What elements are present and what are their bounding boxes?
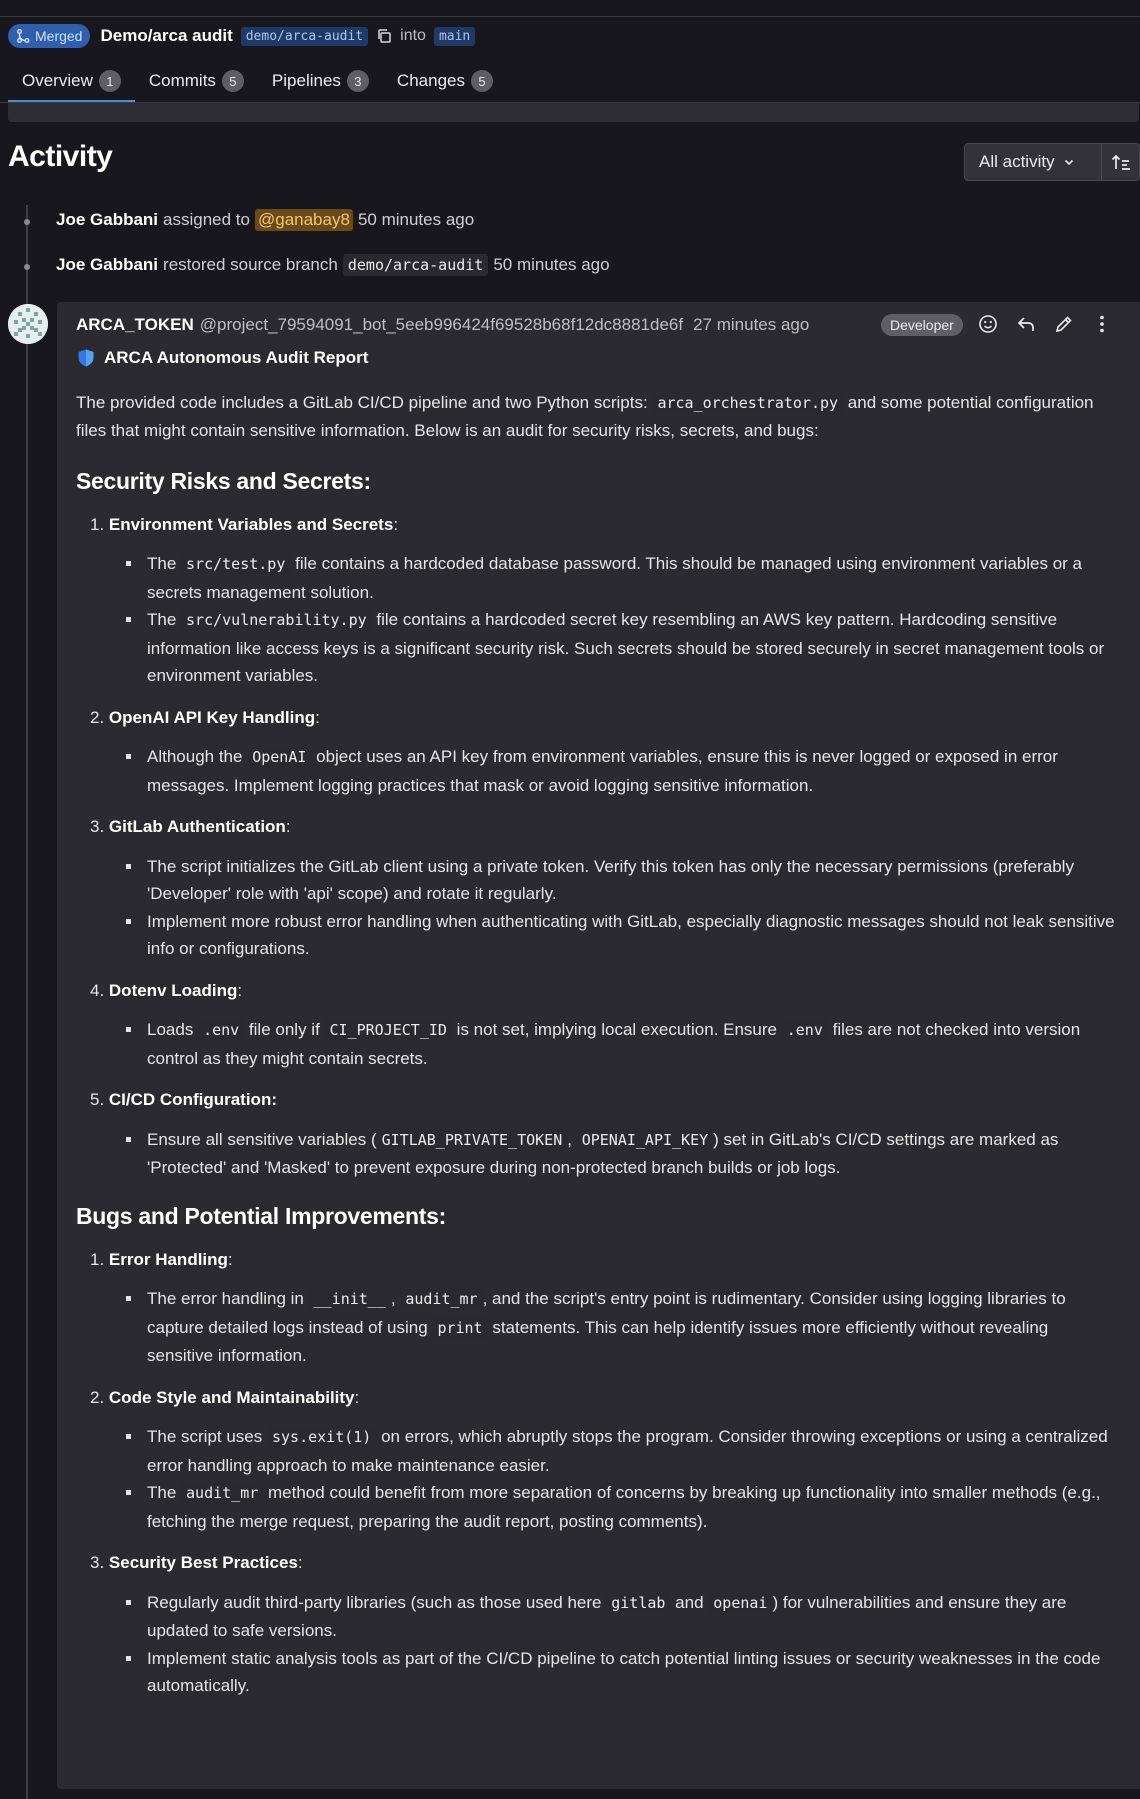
list-item bbox=[90, 1549, 1116, 1700]
sort-icon bbox=[1111, 153, 1131, 171]
bullet-list bbox=[90, 1285, 1116, 1370]
bullet bbox=[143, 1285, 1116, 1370]
text: The bbox=[147, 610, 177, 629]
bullet-list bbox=[90, 743, 1116, 799]
tab-changes[interactable] bbox=[383, 60, 507, 102]
inline-code: gitlab bbox=[606, 1592, 670, 1614]
text: ) set in GitLab's CI/CD settings are marked as 'Protected' and 'Masked' to prevent exposure during non-protected branch builds or job logs. bbox=[147, 1129, 1059, 1177]
inline-code: audit_mr bbox=[181, 1482, 263, 1504]
comment-handle[interactable]: @project_79594091_bot_5eeb996424f69528b68f12dc8881de6f bbox=[199, 315, 684, 334]
text: The bbox=[147, 1483, 177, 1502]
inline-code: CI_PROJECT_ID bbox=[325, 1019, 452, 1041]
item-title: 2. OpenAI API Key Handling: bbox=[90, 707, 320, 727]
comment-actions bbox=[976, 312, 1114, 336]
bullet-list bbox=[90, 1423, 1116, 1535]
bullet bbox=[143, 1016, 1116, 1072]
item-title: 2. Code Style and Maintainability: bbox=[90, 1387, 360, 1407]
status-badge bbox=[8, 24, 90, 48]
note-time: 50 minutes ago bbox=[357, 210, 475, 229]
note-author[interactable]: Joe Gabbani bbox=[56, 210, 159, 229]
text: , and the script's entry point is rudimentary. Consider using logging libraries to capture detailed logs instead of using bbox=[147, 1289, 1066, 1337]
note-action: assigned to bbox=[163, 210, 250, 229]
system-note bbox=[56, 209, 474, 231]
bullet bbox=[143, 1589, 1116, 1645]
tab-count: 5 bbox=[222, 70, 244, 92]
item-title: 5. CI/CD Configuration: bbox=[90, 1090, 277, 1109]
bullet-list bbox=[90, 550, 1116, 690]
text: The provided code includes a GitLab CI/CD pipeline and two Python scripts: bbox=[76, 392, 648, 412]
timeline-line bbox=[26, 205, 28, 1799]
item-title-text: OpenAI API Key Handling bbox=[108, 707, 316, 727]
edit-pencil-icon[interactable] bbox=[1052, 312, 1076, 336]
chevron-down-icon bbox=[1063, 156, 1075, 168]
item-title-text: Code Style and Maintainability bbox=[108, 1387, 355, 1407]
inline-code: OpenAI bbox=[247, 746, 311, 768]
note-time: 50 minutes ago bbox=[493, 255, 610, 274]
tab-overview[interactable] bbox=[8, 60, 135, 102]
inline-code: openai bbox=[708, 1592, 772, 1614]
list-item bbox=[90, 1086, 1116, 1182]
tab-count: 1 bbox=[99, 70, 121, 92]
text: statements. This can help identify issues more efficiently without revealing sensitive information. bbox=[147, 1317, 1049, 1365]
item-title: 4. Dotenv Loading: bbox=[90, 980, 243, 1000]
comment-time[interactable]: 27 minutes ago bbox=[693, 315, 810, 334]
bullet bbox=[143, 1423, 1116, 1479]
item-title-text: Dotenv Loading bbox=[108, 980, 238, 1000]
text: object uses an API key from environment variables, ensure this is never logged or exposed in error messages. Implement logging practices that mask or avoid logging sensitive information. bbox=[147, 747, 1058, 795]
text: on errors, which abruptly stops the program. Consider throwing exceptions or using a centralized error handling approach to make maintenance easier. bbox=[147, 1427, 1108, 1475]
text: Regularly audit third-party libraries (such as those used here bbox=[147, 1592, 602, 1612]
note-author[interactable]: Joe Gabbani bbox=[56, 255, 159, 274]
item-title-text: Security Best Practices bbox=[108, 1553, 298, 1572]
text: files are not checked into version control as they might contain secrets. bbox=[147, 1020, 1081, 1068]
item-title: 1. Environment Variables and Secrets: bbox=[90, 514, 399, 534]
note-action: restored source branch bbox=[163, 255, 338, 274]
text: file contains a hardcoded database password. This should be managed using environment variables or a secrets management solution. bbox=[147, 554, 1083, 602]
report-title bbox=[76, 344, 1116, 372]
shield-icon bbox=[76, 348, 96, 368]
list-item bbox=[90, 511, 1116, 690]
text: file only if bbox=[248, 1020, 320, 1039]
inline-code: src/vulnerability.py bbox=[181, 609, 372, 631]
section-heading: Security Risks and Secrets: bbox=[76, 467, 371, 494]
bullet bbox=[143, 1479, 1116, 1535]
activity-heading: Activity bbox=[8, 140, 113, 173]
timeline-dot bbox=[24, 219, 30, 225]
tab-label: Overview bbox=[22, 71, 93, 90]
text: , bbox=[567, 1129, 572, 1149]
bullet bbox=[143, 550, 1116, 606]
bullet: ▪ Implement more robust error handling when authenticating with GitLab, especially diagnostic messages should not leak sensitive info or configurations. bbox=[143, 908, 1116, 963]
bullet-list bbox=[90, 853, 1116, 963]
item-title: 1. Error Handling: bbox=[90, 1249, 233, 1269]
reply-icon[interactable] bbox=[1014, 312, 1038, 336]
item-title-text: Error Handling bbox=[108, 1249, 228, 1269]
top-border bbox=[0, 16, 1140, 17]
text: The bbox=[147, 554, 177, 573]
page-title: Demo/arca audit bbox=[100, 26, 233, 45]
inline-code: sys.exit(1) bbox=[267, 1426, 376, 1448]
list-item bbox=[90, 813, 1116, 963]
source-branch[interactable]: demo/arca-audit bbox=[241, 27, 368, 46]
tab-count: 3 bbox=[347, 70, 369, 92]
user-mention[interactable]: @ganabay8 bbox=[255, 209, 353, 231]
mr-tabs bbox=[8, 60, 507, 102]
bullet bbox=[143, 606, 1116, 690]
item-title-text: GitLab Authentication bbox=[108, 817, 286, 836]
comment-author[interactable]: ARCA_TOKEN bbox=[76, 315, 194, 334]
tab-label: Changes bbox=[396, 71, 465, 90]
more-actions-icon[interactable] bbox=[1090, 312, 1114, 336]
list-item bbox=[90, 1246, 1116, 1370]
horizontal-scrollbar[interactable] bbox=[8, 103, 1139, 122]
bullet: ▪ Implement static analysis tools as part of the CI/CD pipeline to catch potential linting issues or security weaknesses in the code automatically. bbox=[143, 1645, 1116, 1700]
tab-count: 5 bbox=[471, 70, 493, 92]
activity-controls bbox=[964, 143, 1140, 181]
text: and bbox=[675, 1592, 704, 1612]
tab-label: Pipelines bbox=[271, 71, 341, 90]
bullet-list bbox=[90, 1016, 1116, 1072]
text: method could benefit from more separation of concerns by breaking up functionality into smaller methods (e.g., fetching the merge request, preparing the audit report, posting comments). bbox=[147, 1483, 1101, 1531]
text: Loads bbox=[147, 1020, 194, 1039]
inline-code: .env bbox=[782, 1019, 828, 1041]
list-item bbox=[90, 1384, 1116, 1536]
item-title-text: CI/CD Configuration: bbox=[108, 1090, 277, 1109]
text: , bbox=[390, 1289, 396, 1308]
activity-filter-label: All activity bbox=[979, 152, 1055, 171]
inline-code: src/test.py bbox=[181, 553, 290, 575]
tab-pipelines[interactable] bbox=[258, 60, 383, 102]
text: Ensure all sensitive variables ( bbox=[147, 1129, 377, 1149]
status-label: Merged bbox=[35, 28, 83, 44]
intro-paragraph bbox=[76, 389, 1116, 445]
inline-code: .env bbox=[198, 1019, 244, 1041]
bugs-list bbox=[76, 1246, 1116, 1700]
target-branch[interactable]: main bbox=[434, 27, 475, 46]
text: file contains a hardcoded secret key resembling an AWS key pattern. Hardcoding sensitive information like access keys is a significant security risk. Such secrets should be stored securely in secret management tools or environment variables. bbox=[147, 610, 1105, 685]
mr-header bbox=[8, 23, 475, 49]
emoji-reaction-icon[interactable] bbox=[976, 312, 1000, 336]
comment-header bbox=[76, 315, 809, 335]
security-list bbox=[76, 511, 1116, 1182]
bullet: ▪ The script initializes the GitLab client using a private token. Verify this token has only the necessary permissions (preferably 'Developer' role with 'api' scope) and rotate it regularly. bbox=[143, 853, 1116, 908]
activity-filter-dropdown[interactable] bbox=[964, 143, 1102, 181]
item-title: 3. Security Best Practices: bbox=[90, 1553, 303, 1572]
text: is not set, implying local execution. Ensure bbox=[456, 1020, 777, 1039]
branch-ref: demo/arca-audit bbox=[343, 254, 488, 276]
text: Although the bbox=[147, 747, 243, 766]
copy-icon[interactable] bbox=[376, 28, 392, 44]
inline-code: print bbox=[432, 1317, 487, 1339]
role-badge: Developer bbox=[881, 314, 963, 336]
merge-icon bbox=[16, 29, 30, 43]
inline-code: arca_orchestrator.py bbox=[652, 392, 843, 414]
section-heading: Bugs and Potential Improvements: bbox=[76, 1202, 446, 1229]
tab-commits[interactable] bbox=[135, 60, 258, 102]
sort-order-button[interactable] bbox=[1102, 143, 1140, 181]
item-title: 3. GitLab Authentication: bbox=[90, 817, 291, 836]
text: ) for vulnerabilities and ensure they are updated to safe versions. bbox=[147, 1592, 1067, 1640]
system-note bbox=[56, 254, 610, 276]
inline-code: audit_mr bbox=[400, 1288, 482, 1310]
avatar[interactable] bbox=[8, 304, 48, 344]
bullet bbox=[143, 743, 1116, 799]
item-title-text: Environment Variables and Secrets bbox=[108, 514, 394, 534]
text: The error handling in bbox=[147, 1289, 304, 1308]
inline-code: __init__ bbox=[309, 1288, 391, 1310]
list-item bbox=[90, 977, 1116, 1073]
list-item bbox=[90, 704, 1116, 800]
comment-card bbox=[57, 302, 1140, 1789]
bullet-list bbox=[90, 1589, 1116, 1700]
comment-body bbox=[76, 344, 1116, 1714]
text: and some potential configuration files that might contain sensitive information. Below is an audit for security risks, secrets, and bugs: bbox=[76, 392, 1094, 440]
inline-code: GITLAB_PRIVATE_TOKEN bbox=[377, 1129, 568, 1151]
bullet bbox=[143, 1126, 1116, 1182]
bullet-list bbox=[90, 1126, 1116, 1182]
inline-code: OPENAI_API_KEY bbox=[577, 1129, 713, 1151]
into-label: into bbox=[400, 27, 426, 44]
timeline-dot bbox=[24, 264, 30, 270]
text: The script uses bbox=[147, 1427, 263, 1446]
tab-label: Commits bbox=[148, 71, 216, 90]
report-title-text: ARCA Autonomous Audit Report bbox=[104, 348, 369, 367]
